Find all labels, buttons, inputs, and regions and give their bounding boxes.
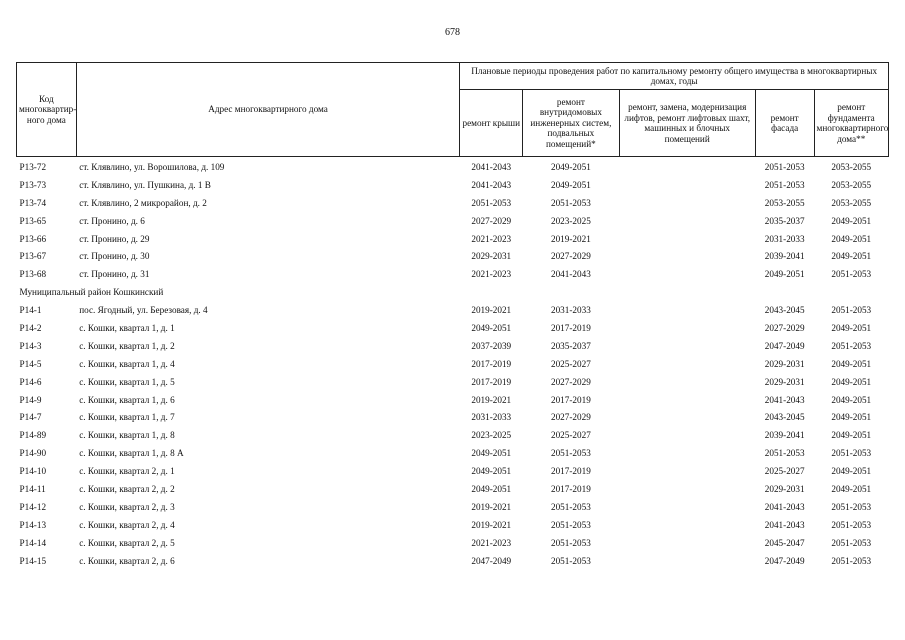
cell-roof: 2027-2029 xyxy=(471,215,512,226)
cell-lifts xyxy=(619,247,755,265)
cell-roof: 2023-2025 xyxy=(471,430,512,441)
cell-foundation: 2049-2051 xyxy=(831,483,872,494)
table-row xyxy=(17,319,889,337)
cell-facade: 2053-2055 xyxy=(764,197,805,208)
table-row xyxy=(17,355,889,373)
cell-address: с. Кошки, квартал 1, д. 8 xyxy=(79,430,175,441)
cell-roof: 2049-2051 xyxy=(471,483,512,494)
cell-address: с. Кошки, квартал 2, д. 6 xyxy=(79,555,175,566)
cell-roof: 2047-2049 xyxy=(471,555,512,566)
table-row xyxy=(17,534,889,552)
table-row xyxy=(17,301,889,319)
cell-lifts xyxy=(619,426,755,444)
cell-facade: 2049-2051 xyxy=(764,269,805,280)
table-row xyxy=(17,212,889,230)
cell-roof: 2021-2023 xyxy=(471,233,512,244)
cell-roof: 2021-2023 xyxy=(471,269,512,280)
cell-lifts xyxy=(619,319,755,337)
cell-roof: 2031-2033 xyxy=(471,412,512,423)
cell-roof: 2017-2019 xyxy=(471,358,512,369)
cell-facade: 2043-2045 xyxy=(764,412,805,423)
cell-facade: 2051-2053 xyxy=(764,161,805,172)
cell-address: с. Кошки, квартал 1, д. 6 xyxy=(79,394,175,405)
cell-address: с. Кошки, квартал 1, д. 1 xyxy=(79,322,175,333)
table-row xyxy=(17,408,889,426)
cell-facade: 2041-2043 xyxy=(764,394,805,405)
cell-systems: 2025-2027 xyxy=(550,358,591,369)
cell-facade: 2039-2041 xyxy=(764,430,805,441)
cell-systems: 2051-2053 xyxy=(550,197,591,208)
cell-foundation: 2049-2051 xyxy=(831,215,872,226)
cell-systems: 2017-2019 xyxy=(550,483,591,494)
table-row xyxy=(17,462,889,480)
cell-address: ст. Пронино, д. 6 xyxy=(79,215,145,226)
header-planned-periods: Плановые периоды проведения работ по капитальному ремонту общего имущества в многоквартирных домах, годы xyxy=(460,63,889,90)
cell-address: ст. Клявлино, 2 микрорайон, д. 2 xyxy=(79,197,207,208)
cell-systems: 2049-2051 xyxy=(550,179,591,190)
cell-lifts xyxy=(619,516,755,534)
cell-systems: 2051-2053 xyxy=(550,501,591,512)
cell-address: с. Кошки, квартал 1, д. 7 xyxy=(79,412,175,423)
page-number: 678 xyxy=(445,27,460,38)
cell-facade: 2047-2049 xyxy=(764,340,805,351)
cell-systems: 2017-2019 xyxy=(550,466,591,477)
cell-roof: 2017-2019 xyxy=(471,376,512,387)
cell-systems: 2051-2053 xyxy=(550,519,591,530)
cell-code: Р14-2 xyxy=(19,322,42,333)
cell-roof: 2051-2053 xyxy=(471,197,512,208)
cell-roof: 2029-2031 xyxy=(471,251,512,262)
cell-foundation: 2049-2051 xyxy=(831,358,872,369)
cell-roof: 2037-2039 xyxy=(471,340,512,351)
cell-foundation: 2053-2055 xyxy=(831,179,872,190)
cell-address: пос. Ягодный, ул. Березовая, д. 4 xyxy=(79,305,208,316)
cell-lifts xyxy=(619,373,755,391)
cell-code: Р14-1 xyxy=(19,305,42,316)
table-row xyxy=(17,391,889,409)
table-row xyxy=(17,516,889,534)
cell-lifts xyxy=(619,462,755,480)
cell-foundation: 2049-2051 xyxy=(831,376,872,387)
header-facade: ремонт фасада xyxy=(755,90,814,157)
table-row xyxy=(17,498,889,516)
cell-facade: 2041-2043 xyxy=(764,501,805,512)
cell-code: Р14-12 xyxy=(19,501,47,512)
cell-address: с. Кошки, квартал 1, д. 4 xyxy=(79,358,175,369)
cell-facade: 2047-2049 xyxy=(764,555,805,566)
cell-foundation: 2051-2053 xyxy=(831,448,872,459)
cell-lifts xyxy=(619,498,755,516)
cell-code: Р14-11 xyxy=(19,483,46,494)
repair-schedule-table xyxy=(16,62,889,569)
cell-lifts xyxy=(619,444,755,462)
cell-facade: 2031-2033 xyxy=(764,233,805,244)
table-row xyxy=(17,194,889,212)
cell-address: с. Кошки, квартал 2, д. 5 xyxy=(79,537,175,548)
table-row xyxy=(17,444,889,462)
cell-code: Р14-5 xyxy=(19,358,42,369)
header-systems: ремонт внутридомовых инженерных систем, подвальных помещений* xyxy=(523,90,619,157)
table-body xyxy=(17,157,889,570)
cell-systems: 2019-2021 xyxy=(550,233,591,244)
cell-foundation: 2049-2051 xyxy=(831,233,872,244)
cell-code: Р13-72 xyxy=(19,161,47,172)
cell-facade: 2029-2031 xyxy=(764,376,805,387)
cell-foundation: 2051-2053 xyxy=(831,555,872,566)
cell-facade: 2043-2045 xyxy=(764,305,805,316)
cell-code: Р14-15 xyxy=(19,555,47,566)
cell-systems: 2051-2053 xyxy=(550,555,591,566)
cell-systems: 2035-2037 xyxy=(550,340,591,351)
header-roof: ремонт крыши xyxy=(460,90,523,157)
cell-code: Р13-74 xyxy=(19,197,47,208)
cell-code: Р14-6 xyxy=(19,376,42,387)
cell-code: Р14-10 xyxy=(19,466,47,477)
cell-address: с. Кошки, квартал 2, д. 4 xyxy=(79,519,175,530)
table-row xyxy=(17,230,889,248)
cell-lifts xyxy=(619,212,755,230)
cell-address: с. Кошки, квартал 1, д. 2 xyxy=(79,340,175,351)
cell-address: ст. Клявлино, ул. Ворошилова, д. 109 xyxy=(79,161,225,172)
cell-foundation: 2051-2053 xyxy=(831,340,872,351)
table-row xyxy=(17,552,889,570)
cell-roof: 2049-2051 xyxy=(471,448,512,459)
cell-systems: 2017-2019 xyxy=(550,394,591,405)
table-row xyxy=(17,247,889,265)
cell-roof: 2049-2051 xyxy=(471,466,512,477)
cell-foundation: 2053-2055 xyxy=(831,161,872,172)
cell-roof: 2019-2021 xyxy=(471,501,512,512)
cell-address: ст. Пронино, д. 29 xyxy=(79,233,150,244)
header-code: Код многоквартир-ного дома xyxy=(17,63,77,157)
cell-facade: 2041-2043 xyxy=(764,519,805,530)
cell-lifts xyxy=(619,391,755,409)
cell-code: Р14-90 xyxy=(19,448,47,459)
cell-systems: 2027-2029 xyxy=(550,412,591,423)
cell-code: Р13-67 xyxy=(19,251,47,262)
cell-foundation: 2051-2053 xyxy=(831,501,872,512)
cell-address: ст. Клявлино, ул. Пушкина, д. 1 В xyxy=(79,179,211,190)
cell-lifts xyxy=(619,265,755,283)
table-row xyxy=(17,337,889,355)
cell-lifts xyxy=(619,194,755,212)
cell-lifts xyxy=(619,230,755,248)
table-row xyxy=(17,480,889,498)
cell-address: с. Кошки, квартал 1, д. 5 xyxy=(79,376,175,387)
cell-address: с. Кошки, квартал 2, д. 2 xyxy=(79,483,175,494)
cell-foundation: 2051-2053 xyxy=(831,537,872,548)
cell-foundation: 2049-2051 xyxy=(831,466,872,477)
table-row xyxy=(17,265,889,283)
cell-foundation: 2049-2051 xyxy=(831,412,872,423)
cell-systems: 2017-2019 xyxy=(550,322,591,333)
cell-roof: 2019-2021 xyxy=(471,519,512,530)
cell-lifts xyxy=(619,301,755,319)
table-row xyxy=(17,426,889,444)
cell-systems: 2025-2027 xyxy=(550,430,591,441)
cell-lifts xyxy=(619,408,755,426)
cell-foundation: 2049-2051 xyxy=(831,430,872,441)
cell-facade: 2045-2047 xyxy=(764,537,805,548)
header-foundation: ремонт фундамента многоквартирного дома** xyxy=(814,90,888,157)
cell-code: Р14-3 xyxy=(19,340,42,351)
cell-facade: 2051-2053 xyxy=(764,448,805,459)
cell-systems: 2031-2033 xyxy=(550,305,591,316)
cell-code: Р14-7 xyxy=(19,412,42,423)
header-lifts: ремонт, замена, модернизация лифтов, ремонт лифтовых шахт, машинных и блочных помещений xyxy=(619,90,755,157)
cell-foundation: 2053-2055 xyxy=(831,197,872,208)
cell-code: Р14-14 xyxy=(19,537,47,548)
cell-roof: 2049-2051 xyxy=(471,322,512,333)
cell-code: Р13-73 xyxy=(19,179,47,190)
section-row xyxy=(17,283,889,301)
cell-lifts xyxy=(619,552,755,570)
cell-address: с. Кошки, квартал 1, д. 8 А xyxy=(79,448,184,459)
cell-foundation: 2049-2051 xyxy=(831,322,872,333)
cell-lifts xyxy=(619,480,755,498)
cell-roof: 2041-2043 xyxy=(471,179,512,190)
cell-systems: 2027-2029 xyxy=(550,251,591,262)
cell-roof: 2019-2021 xyxy=(471,394,512,405)
cell-lifts xyxy=(619,337,755,355)
cell-facade: 2027-2029 xyxy=(764,322,805,333)
cell-roof: 2019-2021 xyxy=(471,305,512,316)
cell-lifts xyxy=(619,355,755,373)
cell-code: Р13-65 xyxy=(19,215,47,226)
table-row xyxy=(17,176,889,194)
cell-code: Р13-68 xyxy=(19,269,47,280)
cell-lifts xyxy=(619,157,755,176)
cell-lifts xyxy=(619,176,755,194)
cell-foundation: 2051-2053 xyxy=(831,519,872,530)
cell-facade: 2029-2031 xyxy=(764,483,805,494)
section-title: Муниципальный район Кошкинский xyxy=(19,287,164,298)
cell-systems: 2051-2053 xyxy=(550,448,591,459)
cell-code: Р14-89 xyxy=(19,430,47,441)
cell-facade: 2039-2041 xyxy=(764,251,805,262)
table-row xyxy=(17,373,889,391)
table-row xyxy=(17,157,889,176)
cell-foundation: 2049-2051 xyxy=(831,251,872,262)
table-header xyxy=(17,63,889,157)
cell-systems: 2051-2053 xyxy=(550,537,591,548)
cell-code: Р14-13 xyxy=(19,519,47,530)
cell-code: Р13-66 xyxy=(19,233,47,244)
cell-systems: 2041-2043 xyxy=(550,269,591,280)
cell-address: ст. Пронино, д. 31 xyxy=(79,269,150,280)
cell-systems: 2023-2025 xyxy=(550,215,591,226)
cell-roof: 2041-2043 xyxy=(471,161,512,172)
cell-address: ст. Пронино, д. 30 xyxy=(79,251,150,262)
cell-address: с. Кошки, квартал 2, д. 1 xyxy=(79,466,175,477)
cell-address: с. Кошки, квартал 2, д. 3 xyxy=(79,501,175,512)
cell-systems: 2027-2029 xyxy=(550,376,591,387)
cell-facade: 2025-2027 xyxy=(764,466,805,477)
cell-systems: 2049-2051 xyxy=(550,161,591,172)
cell-foundation: 2051-2053 xyxy=(831,269,872,280)
cell-foundation: 2051-2053 xyxy=(831,305,872,316)
cell-roof: 2021-2023 xyxy=(471,537,512,548)
cell-facade: 2051-2053 xyxy=(764,179,805,190)
cell-facade: 2035-2037 xyxy=(764,215,805,226)
cell-facade: 2029-2031 xyxy=(764,358,805,369)
cell-lifts xyxy=(619,534,755,552)
cell-code: Р14-9 xyxy=(19,394,42,405)
header-address: Адрес многоквартирного дома xyxy=(76,63,460,157)
cell-foundation: 2049-2051 xyxy=(831,394,872,405)
